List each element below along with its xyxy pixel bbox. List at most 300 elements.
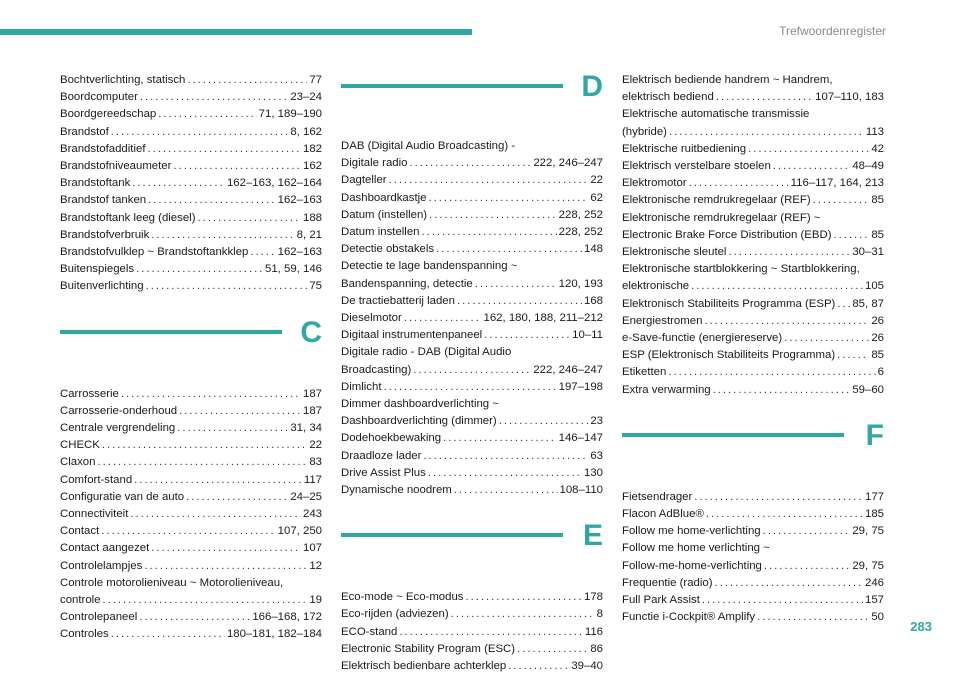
entry-pages: 148: [583, 243, 603, 256]
leader-dots: [151, 227, 294, 244]
entry-pages: 162–163: [277, 246, 322, 259]
leader-dots: [716, 89, 813, 106]
entry-term: Dashboardkastje: [341, 191, 427, 204]
leader-dots: [436, 241, 582, 258]
entry-term-line: Elektronische remdrukregelaar (REF) ~: [622, 211, 821, 224]
entry-term: Full Park Assist: [622, 594, 700, 607]
index-entry: [341, 430, 603, 447]
leader-dots: [250, 244, 275, 261]
leader-dots: [451, 606, 595, 623]
section-rule: [341, 533, 563, 537]
leader-dots: [694, 489, 863, 506]
entry-term: Bochtverlichting, statisch: [60, 74, 186, 86]
entry-term: Centrale vergrendeling: [60, 422, 176, 435]
leader-dots: [484, 327, 570, 344]
index-entry: [341, 658, 603, 675]
entry-term: Digitale radio: [341, 157, 408, 170]
entry-pages: 246: [864, 576, 884, 589]
leader-dots: [706, 506, 863, 523]
index-entry: [622, 558, 884, 575]
entry-pages: 39–40: [571, 660, 603, 673]
index-entry: [341, 172, 603, 189]
index-entry: [341, 276, 603, 293]
entry-term-line: Follow me home verlichting ~: [622, 542, 770, 555]
leader-dots: [689, 175, 789, 192]
entry-term: Boordgereedschap: [60, 108, 157, 121]
entry-pages: 23–24: [290, 91, 322, 104]
entry-pages: 107: [302, 542, 322, 555]
entry-term: Draadloze lader: [341, 449, 422, 462]
entry-pages: 108–110: [559, 484, 603, 497]
entry-pages: 166–168, 172: [252, 611, 322, 624]
entry-term: Drive Assist Plus: [341, 466, 426, 479]
entry-pages: 85: [871, 349, 884, 362]
entry-pages: 85, 87: [852, 297, 884, 310]
entry-pages: 12: [309, 559, 322, 572]
entry-pages: 75: [309, 280, 322, 293]
entry-pages: 222, 246–247: [533, 363, 603, 376]
index-entry: [622, 158, 884, 175]
entry-term-line: Detectie te lage bandenspanning ~: [341, 260, 518, 273]
entry-term: elektronische: [622, 280, 690, 293]
entry-term: Buitenspiegels: [60, 263, 135, 276]
leader-dots: [813, 192, 870, 209]
entry-pages: 48–49: [852, 160, 884, 173]
leader-dots: [443, 430, 557, 447]
entry-pages: 31, 34: [290, 422, 322, 435]
entry-term: Fietsendrager: [622, 490, 693, 503]
index-column-1: [60, 72, 322, 644]
entry-term: Elektronische sleutel: [622, 246, 727, 259]
index-entry: [622, 609, 884, 626]
leader-dots: [668, 364, 875, 381]
entry-pages: 29, 75: [852, 559, 884, 572]
entry-pages: 107–110, 183: [815, 91, 884, 104]
index-entry: [60, 124, 322, 141]
section-letter: D: [581, 70, 603, 103]
entry-pages: 178: [583, 591, 603, 604]
entry-term: Brandstof tanken: [60, 194, 147, 207]
entry-term: Broadcasting): [341, 363, 412, 376]
leader-dots: [136, 261, 263, 278]
section-letter: F: [865, 418, 884, 452]
leader-dots: [399, 624, 582, 641]
leader-dots: [702, 592, 863, 609]
leader-dots: [130, 506, 301, 523]
entry-pages: 22: [590, 174, 603, 187]
leader-dots: [187, 72, 307, 89]
leader-dots: [121, 386, 301, 403]
index-entry: [60, 72, 322, 89]
entry-pages: 187: [302, 387, 322, 400]
leader-dots: [428, 465, 582, 482]
entry-pages: 187: [302, 404, 322, 417]
entry-term: Elektronische remdrukregelaar (REF): [622, 194, 811, 207]
entry-term: Dagteller: [341, 174, 387, 187]
entry-pages: 157: [864, 594, 884, 607]
index-entry: [60, 261, 322, 278]
entry-pages: 243: [302, 508, 322, 521]
leader-dots: [454, 482, 558, 499]
entry-pages: 59–60: [852, 383, 884, 396]
leader-dots: [146, 278, 308, 295]
entry-pages: 83: [309, 456, 322, 469]
entry-term: Follow-me-home-verlichting: [622, 559, 762, 572]
entry-term: Electronic Stability Program (ESC): [341, 642, 516, 655]
leader-dots: [429, 207, 557, 224]
entry-term: Eco-mode ~ Eco-modus: [341, 591, 464, 604]
index-entry: [622, 364, 884, 381]
leader-dots: [198, 210, 301, 227]
entry-pages: 117: [303, 473, 322, 486]
entry-pages: 85: [871, 228, 884, 241]
section-rule: [60, 330, 282, 334]
entry-term: Follow me home-verlichting: [622, 525, 761, 538]
entry-term: Contact aangezet: [60, 542, 150, 555]
section-letter: E: [582, 519, 603, 553]
entry-term: controle: [60, 594, 101, 607]
index-entry: [622, 227, 884, 244]
index-entry: [60, 540, 322, 557]
index-entry: [341, 207, 603, 224]
entry-term: Datum instellen: [341, 226, 420, 239]
entry-term: Dashboardverlichting (dimmer): [341, 415, 497, 428]
entry-term: ESP (Elektronisch Stabiliteits Programma): [622, 349, 836, 362]
section-header: [60, 315, 322, 382]
header-accent-bar: [0, 29, 472, 35]
index-entry: [341, 241, 603, 258]
leader-dots: [423, 448, 588, 465]
leader-dots: [409, 155, 531, 172]
entry-pages: 42: [871, 142, 884, 155]
entry-term: ECO-stand: [341, 625, 398, 638]
leader-dots: [101, 523, 275, 540]
entry-pages: 105: [864, 280, 884, 293]
index-entry: [60, 523, 322, 540]
leader-dots: [499, 413, 589, 430]
entry-term: Brandstofverbruik: [60, 228, 150, 241]
index-entry: [341, 482, 603, 499]
entry-term: Dodehoekbewaking: [341, 432, 442, 445]
entry-term: e-Save-functie (energiereserve): [622, 332, 783, 345]
entry-pages: 107, 250: [277, 525, 322, 538]
entry-pages: 23: [590, 415, 603, 428]
entry-term: Elektronisch Stabiliteits Programma (ESP): [622, 297, 836, 310]
entry-term: elektrisch bediend: [622, 91, 714, 104]
leader-dots: [704, 313, 869, 330]
index-entry: [622, 523, 884, 540]
index-entry: [341, 327, 603, 344]
index-entry: [622, 382, 884, 399]
index-entry: [60, 192, 322, 209]
index-entry: [622, 124, 884, 141]
section-letter: C: [300, 315, 322, 349]
index-entry: [341, 293, 603, 310]
entry-term: Electronic Brake Force Distribution (EBD): [622, 228, 832, 241]
leader-dots: [748, 141, 869, 158]
index-entry: [622, 575, 884, 592]
index-entry: [341, 589, 603, 606]
index-entry: [622, 489, 884, 506]
entry-term: Dieselmotor: [341, 312, 402, 325]
entry-pages: 26: [871, 332, 884, 345]
entry-pages: 62: [590, 191, 603, 204]
entry-pages: 130: [583, 466, 603, 479]
leader-dots: [148, 141, 301, 158]
entry-term: Dynamische noodrem: [341, 484, 452, 497]
index-entry: [622, 506, 884, 523]
entry-pages: 162: [302, 160, 322, 173]
index-entry: [341, 379, 603, 396]
leader-dots: [466, 589, 582, 606]
entry-term: Energiestromen: [622, 314, 703, 327]
leader-dots: [728, 244, 850, 261]
leader-dots: [139, 609, 250, 626]
leader-dots: [764, 558, 850, 575]
entry-term: Buitenverlichting: [60, 280, 144, 293]
entry-pages: 162–163: [277, 194, 322, 207]
entry-term: Frequentie (radio): [622, 576, 713, 589]
entry-pages: 228, 252: [558, 208, 603, 221]
entry-pages: 8, 162: [290, 125, 322, 138]
entry-term: Carrosserie: [60, 387, 119, 400]
leader-dots: [144, 558, 307, 575]
entry-pages: 116: [584, 625, 603, 638]
index-entry: [341, 155, 603, 172]
entry-pages: 19: [309, 594, 322, 607]
entry-pages: 8, 21: [296, 228, 322, 241]
entry-term-line: Elektronische startblokkering ~ Startblokkering,: [622, 263, 860, 276]
entry-pages: 180–181, 182–184: [226, 628, 322, 641]
index-entry: [60, 244, 322, 261]
leader-dots: [757, 609, 869, 626]
index-entry: [60, 437, 322, 454]
leader-dots: [457, 293, 582, 310]
index-entry: [341, 448, 603, 465]
entry-pages: 182: [302, 142, 322, 155]
leader-dots: [134, 472, 302, 489]
index-entry: [622, 141, 884, 158]
index-entry: [60, 278, 322, 295]
index-entry: [622, 244, 884, 261]
entry-term: Datum (instellen): [341, 208, 428, 221]
index-entry: [622, 175, 884, 192]
leader-dots: [413, 362, 531, 379]
index-entry: [622, 278, 884, 295]
entry-pages: 22: [309, 439, 322, 452]
entry-term: Controlelampjes: [60, 559, 143, 572]
index-entry: [341, 413, 603, 430]
section-header: [622, 418, 884, 485]
leader-dots: [422, 224, 557, 241]
entry-term-line: DAB (Digital Audio Broadcasting) -: [341, 140, 516, 152]
entry-term: Elektrisch bedienbare achterklep: [341, 660, 507, 673]
entry-term-line: Digitale radio - DAB (Digital Audio: [341, 346, 512, 359]
entry-term: Carrosserie-onderhoud: [60, 404, 178, 417]
entry-pages: 50: [871, 611, 884, 624]
entry-pages: 222, 246–247: [533, 157, 603, 170]
entry-pages: 228, 252: [558, 226, 603, 239]
entry-term: Brandstof: [60, 125, 109, 138]
leader-dots: [173, 158, 301, 175]
page-number: 283: [910, 619, 932, 634]
entry-pages: 116–117, 164, 213: [790, 177, 884, 190]
index-entry: [60, 472, 322, 489]
entry-term: Configuratie van de auto: [60, 490, 185, 503]
index-entry: [60, 89, 322, 106]
leader-dots: [384, 379, 557, 396]
entry-term: Claxon: [60, 456, 96, 469]
leader-dots: [404, 310, 482, 327]
entry-pages: 177: [864, 490, 884, 503]
entry-term: Connectiviteit: [60, 508, 129, 521]
entry-pages: 30–31: [852, 246, 884, 259]
index-entry: [60, 626, 322, 643]
index-entry: [60, 158, 322, 175]
leader-dots: [784, 330, 869, 347]
leader-dots: [763, 523, 851, 540]
index-entry: [60, 175, 322, 192]
index-entry: [60, 609, 322, 626]
entry-pages: 8: [596, 608, 603, 621]
entry-pages: 197–198: [558, 380, 603, 393]
entry-term: (hybride): [622, 125, 667, 138]
leader-dots: [773, 158, 851, 175]
index-entry: [622, 330, 884, 347]
index-entry: [60, 386, 322, 403]
entry-term: Controles: [60, 628, 109, 641]
entry-pages: 113: [865, 125, 884, 138]
leader-dots: [97, 454, 307, 471]
section-rule: [341, 84, 563, 88]
entry-term: Bandenspanning, detectie: [341, 277, 473, 290]
index-entry: [341, 624, 603, 641]
index-entry: [60, 227, 322, 244]
entry-term: Flacon AdBlue®: [622, 508, 704, 521]
entry-term-line: Controle motorolieniveau ~ Motorolieniveau,: [60, 576, 284, 589]
entry-pages: 24–25: [290, 490, 322, 503]
entry-pages: 120, 193: [558, 277, 603, 290]
index-entry: [60, 592, 322, 609]
entry-term: Controlepaneel: [60, 611, 138, 624]
index-column-2: [341, 72, 603, 675]
index-entry: [60, 210, 322, 227]
leader-dots: [428, 190, 588, 207]
entry-term-line: Dimmer dashboardverlichting ~: [341, 398, 499, 411]
entry-term: Eco-rijden (adviezen): [341, 608, 449, 621]
entry-term: Digitaal instrumentenpaneel: [341, 329, 483, 342]
leader-dots: [132, 175, 225, 192]
entry-pages: 77: [309, 74, 322, 86]
index-entry: [341, 224, 603, 241]
entry-pages: 6: [877, 366, 884, 379]
entry-pages: 185: [864, 508, 884, 521]
index-entry: [341, 606, 603, 623]
leader-dots: [186, 489, 288, 506]
index-entry: [622, 192, 884, 209]
section-header: [341, 72, 603, 134]
entry-pages: 188: [302, 211, 322, 224]
leader-dots: [140, 89, 288, 106]
leader-dots: [102, 437, 307, 454]
entry-pages: 63: [590, 449, 603, 462]
index-entry: [341, 465, 603, 482]
leader-dots: [715, 575, 863, 592]
leader-dots: [148, 192, 276, 209]
leader-dots: [111, 626, 225, 643]
leader-dots: [475, 276, 557, 293]
section-rule: [622, 433, 844, 437]
entry-pages: 162, 180, 188, 211–212: [483, 312, 603, 325]
entry-pages: 146–147: [558, 432, 603, 445]
index-entry: [622, 313, 884, 330]
entry-term: Brandstoftank leeg (diesel): [60, 211, 196, 224]
index-entry: [60, 454, 322, 471]
entry-term: Contact: [60, 525, 100, 538]
leader-dots: [103, 592, 308, 609]
entry-pages: 86: [590, 642, 603, 655]
entry-term: Detectie obstakels: [341, 243, 435, 256]
entry-term: Brandstofniveaumeter: [60, 160, 172, 173]
entry-term-line: Elektrische automatische transmissie: [622, 108, 810, 121]
index-entry: [60, 420, 322, 437]
entry-pages: 85: [871, 194, 884, 207]
leader-dots: [177, 420, 288, 437]
entry-term: Brandstofvulklep ~ Brandstoftankklep: [60, 246, 249, 259]
entry-pages: 29, 75: [852, 525, 884, 538]
entry-term: Extra verwarming: [622, 383, 711, 396]
index-entry: [341, 362, 603, 379]
entry-term: Elektrisch verstelbare stoelen: [622, 160, 771, 173]
entry-pages: 71, 189–190: [258, 108, 322, 121]
index-entry: [341, 641, 603, 658]
entry-pages: 26: [871, 314, 884, 327]
leader-dots: [837, 296, 850, 313]
entry-term: Elektromotor: [622, 177, 687, 190]
entry-term: Comfort-stand: [60, 473, 133, 486]
index-entry: [60, 106, 322, 123]
leader-dots: [508, 658, 569, 675]
entry-pages: 10–11: [572, 329, 603, 342]
section-header: [341, 521, 603, 585]
leader-dots: [158, 106, 256, 123]
leader-dots: [111, 124, 289, 141]
index-entry: [60, 141, 322, 158]
leader-dots: [389, 172, 589, 189]
entry-term-line: Elektrisch bediende handrem ~ Handrem,: [622, 74, 833, 86]
index-entry: [622, 296, 884, 313]
entry-pages: 168: [583, 294, 603, 307]
leader-dots: [713, 382, 851, 399]
header-title: Trefwoordenregister: [779, 24, 886, 38]
index-entry: [622, 592, 884, 609]
leader-dots: [691, 278, 863, 295]
entry-term: CHECK: [60, 439, 100, 452]
entry-term: Brandstoftank: [60, 177, 131, 190]
entry-term: Etiketten: [622, 366, 667, 379]
index-entry: [60, 506, 322, 523]
entry-pages: 162–163, 162–164: [226, 177, 322, 190]
index-entry: [60, 489, 322, 506]
entry-term: Boordcomputer: [60, 91, 138, 104]
index-entry: [341, 310, 603, 327]
leader-dots: [834, 227, 870, 244]
leader-dots: [179, 403, 301, 420]
leader-dots: [669, 124, 864, 141]
entry-term: Brandstofadditief: [60, 142, 146, 155]
index-entry: [60, 558, 322, 575]
index-entry: [622, 89, 884, 106]
